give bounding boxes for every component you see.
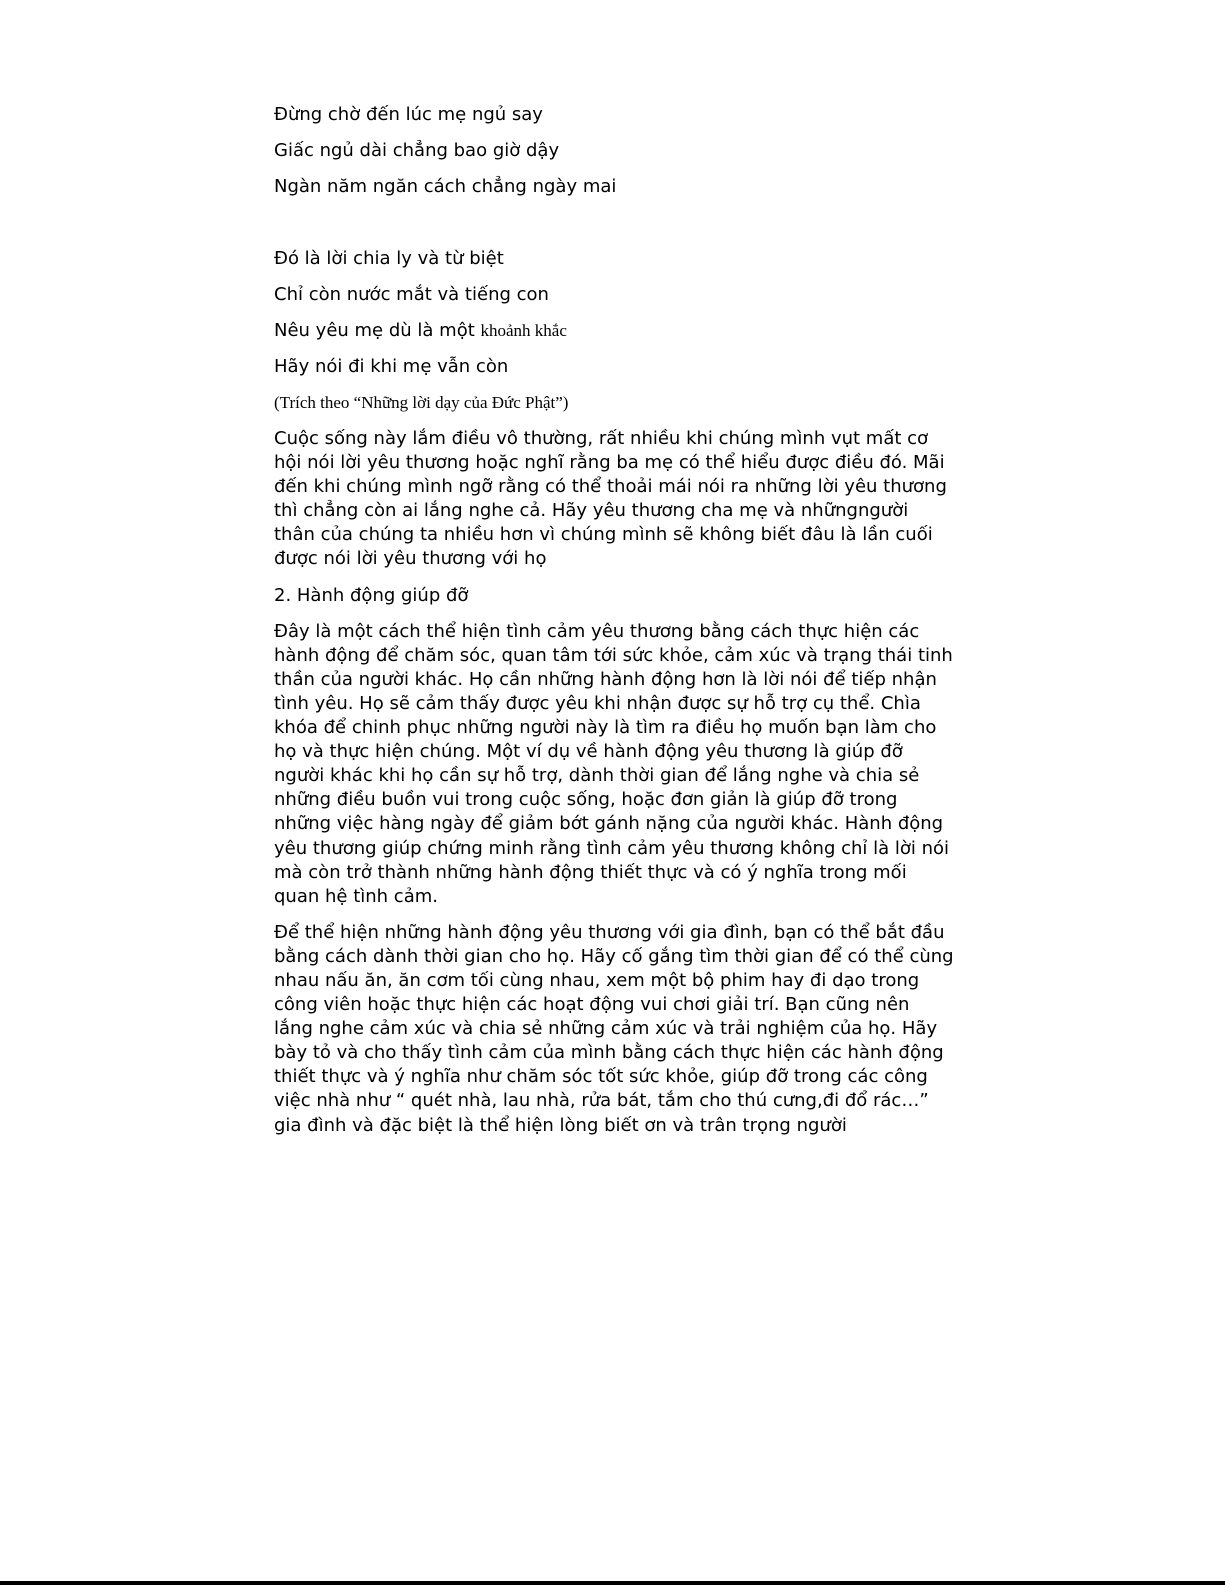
poem-line: Đừng chờ đến lúc mẹ ngủ say bbox=[274, 104, 543, 125]
body-paragraph: Cuộc sống này lắm điều vô thường, rất nhiều khi chúng mình vụt mất cơ hội nói lời yêu thương hoặc nghĩ rằng ba mẹ có thể hiểu được điều đó. Mãi đến khi chúng mình ngỡ rằng có thể thoải mái nói ra những lời yêu thương thì chẳng còn ai lắng nghe cả. Hãy yêu thương cha mẹ và nhữngngười thân của chúng ta nhiều hơn vì chúng mình sẽ không biết đâu là lần cuối được nói lời yêu thương với họ bbox=[274, 428, 947, 570]
poem-line-serif-text: khoảnh khắc bbox=[480, 321, 567, 340]
poem-line: Ngàn năm ngăn cách chẳng ngày mai bbox=[274, 176, 617, 197]
body-paragraph: Đây là một cách thể hiện tình cảm yêu thương bằng cách thực hiện các hành động để chăm sóc, quan tâm tới sức khỏe, cảm xúc và trạng thái tinh thần của người khác. Họ cần những hành động hơn là lời nói để tiếp nhận tình yêu. Họ sẽ cảm thấy được yêu khi nhận được sự hỗ trợ cụ thể. Chìa khóa để chinh phục những người này là tìm ra điều họ muốn bạn làm cho họ và thực hiện chúng. Một ví dụ về hành động yêu thương là giúp đỡ người khác khi họ cần sự hỗ trợ, dành thời gian để lắng nghe và chia sẻ những điều buồn vui trong cuộc sống, hoặc đơn giản là giúp đỡ trong những việc hàng ngày để giảm bớt gánh nặng của người khác. Hành động yêu thương giúp chứng minh rằng tình cảm yêu thương không chỉ là lời nói mà còn trở thành những hành động thiết thực và có ý nghĩa trong mối quan hệ tình cảm. bbox=[274, 620, 953, 907]
poem-line bbox=[274, 319, 954, 343]
poem-line: Giấc ngủ dài chẳng bao giờ dậy bbox=[274, 140, 560, 161]
section-heading: 2. Hành động giúp đỡ bbox=[274, 584, 469, 606]
poem-line-text: Nêu yêu mẹ dù là một bbox=[274, 320, 481, 341]
document-content bbox=[274, 103, 954, 1150]
poem-line: Chỉ còn nước mắt và tiếng con bbox=[274, 284, 549, 305]
stanza-gap bbox=[274, 211, 954, 247]
body-paragraph: Để thể hiện những hành động yêu thương với gia đình, bạn có thể bắt đầu bằng cách dành thời gian cho họ. Hãy cố gắng tìm thời gian để có thể cùng nhau nấu ăn, ăn cơm tối cùng nhau, xem một bộ phim hay đi dạo trong công viên hoặc thực hiện các hoạt động vui chơi giải trí. Bạn cũng nên lắng nghe cảm xúc và chia sẻ những cảm xúc và trải nghiệm của họ. Hãy bày tỏ và cho thấy tình cảm của mình bằng cách thực hiện các hành động thiết thực và ý nghĩa như chăm sóc tốt sức khỏe, giúp đỡ trong các công việc nhà như “ quét nhà, lau nhà, rửa bát, tắm cho thú cưng,đi đổ rác…” gia đình và đặc biệt là thể hiện lòng biết ơn và trân trọng người bbox=[274, 921, 954, 1136]
poem-line: Đó là lời chia ly và từ biệt bbox=[274, 248, 504, 269]
poem-line: Hãy nói đi khi mẹ vẫn còn bbox=[274, 356, 509, 377]
page-bottom-edge bbox=[0, 1581, 1225, 1585]
poem-citation: (Trích theo “Những lời dạy của Đức Phật”) bbox=[274, 393, 569, 412]
